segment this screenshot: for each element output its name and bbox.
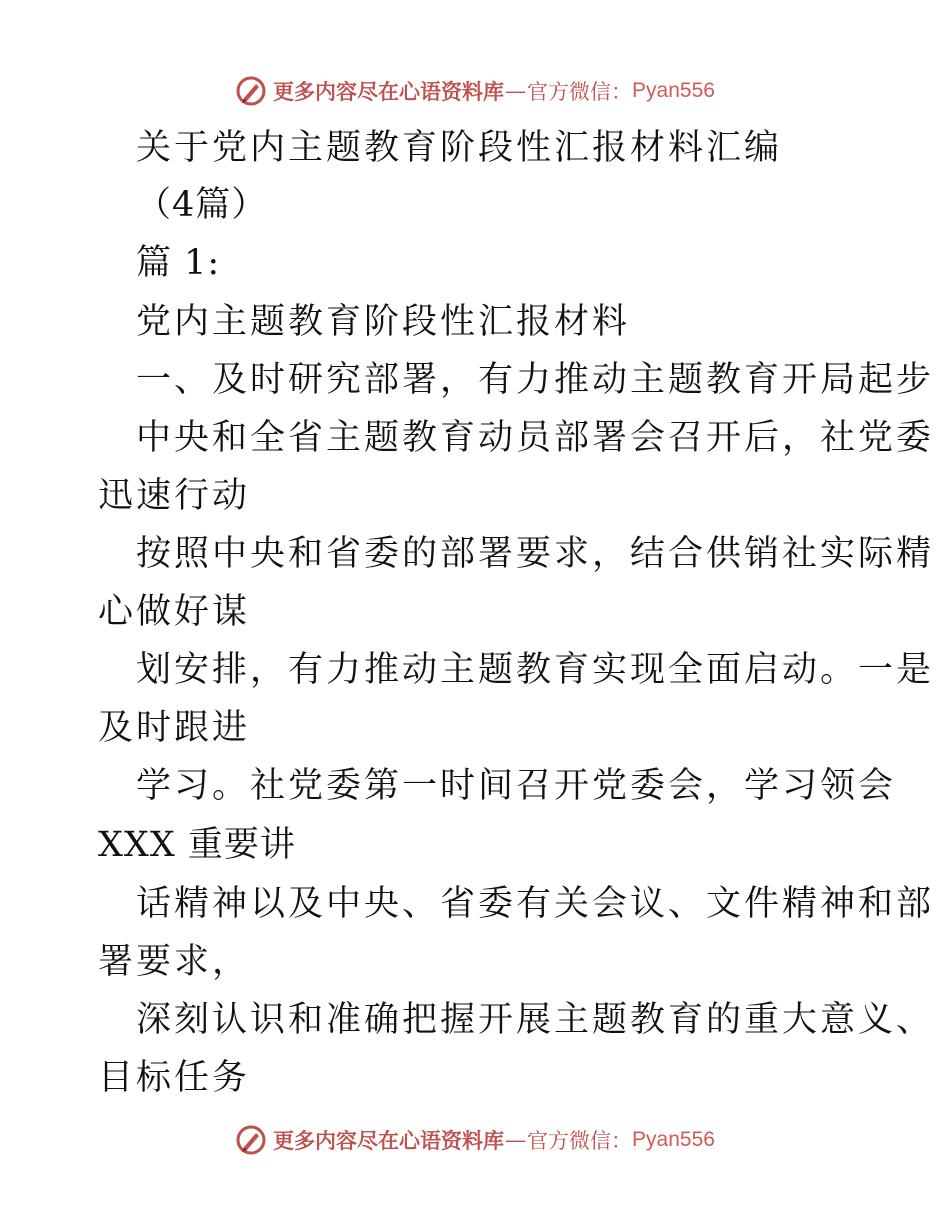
watermark-wechat-label: 官方微信：: [527, 80, 633, 104]
document-title: 关于党内主题教育阶段性汇报材料汇编: [136, 128, 783, 168]
section-heading: 篇 1:: [136, 243, 221, 283]
paragraph-line: 迅速行动: [98, 476, 251, 516]
paragraph-line: 学习。社党委第一时间召开党委会，学习领会: [136, 766, 897, 806]
paragraph-line: 署要求，: [98, 942, 251, 982]
paragraph-line: 一、及时研究部署，有力推动主题教育开局起步: [136, 360, 935, 400]
paragraph-line: 按照中央和省委的部署要求，结合供销社实际精: [136, 534, 935, 574]
paragraph-line: 划安排，有力推动主题教育实现全面启动。一是: [136, 650, 935, 690]
watermark-separator: —: [505, 79, 527, 103]
watermark-brand-text: 更多内容尽在心语资料库: [273, 1128, 505, 1153]
paragraph-line: 中央和全省主题教育动员部署会召开后，社党委: [136, 418, 935, 458]
header-watermark: [0, 71, 950, 111]
footer-watermark: [0, 1120, 950, 1160]
pen-logo-icon: [235, 75, 267, 107]
watermark-wechat-id: Pyan556: [632, 79, 715, 102]
paragraph-line: XXX 重要讲: [98, 825, 296, 865]
document-subtitle: （4篇）: [136, 185, 268, 225]
watermark-wechat-id: Pyan556: [632, 1128, 715, 1151]
paragraph-line: 目标任务: [98, 1058, 251, 1098]
pen-logo-icon: [235, 1124, 267, 1156]
paragraph-line: 及时跟进: [98, 708, 251, 748]
watermark-separator: —: [505, 1128, 527, 1152]
watermark-wechat-label: 官方微信：: [527, 1129, 633, 1153]
paragraph-line: 心做好谋: [98, 592, 251, 632]
article-title: 党内主题教育阶段性汇报材料: [136, 302, 631, 342]
watermark-brand-text: 更多内容尽在心语资料库: [273, 79, 505, 104]
paragraph-line: 深刻认识和准确把握开展主题教育的重大意义、: [136, 1000, 935, 1040]
paragraph-line: 话精神以及中央、省委有关会议、文件精神和部: [136, 884, 935, 924]
